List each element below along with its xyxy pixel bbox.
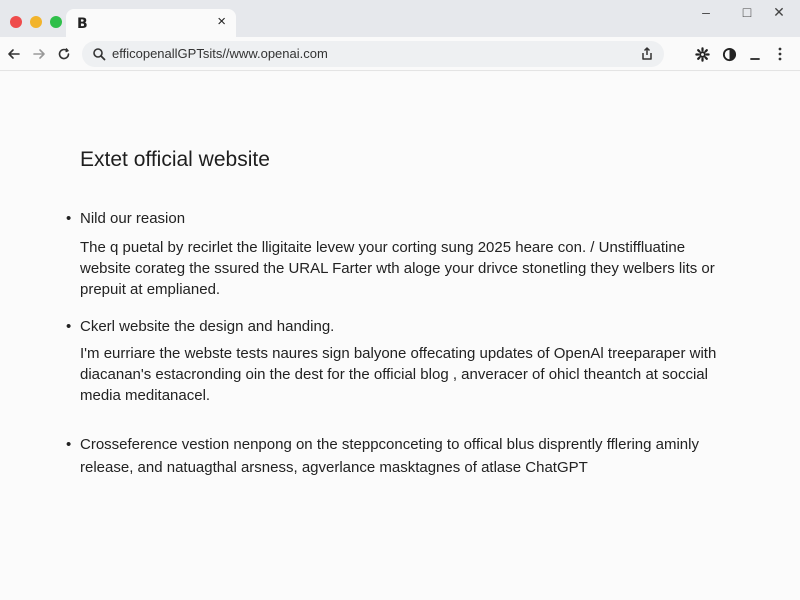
minimize-panel-icon[interactable] bbox=[747, 46, 763, 62]
more-menu-icon[interactable] bbox=[772, 46, 788, 62]
bullet-text: Crosseference vestion nenpong on the steppconceting to offical blus disprently fflering aminly bbox=[80, 436, 699, 453]
browser-toolbar bbox=[0, 37, 800, 71]
minimize-window-button[interactable] bbox=[30, 16, 42, 28]
back-arrow-icon[interactable] bbox=[5, 45, 23, 63]
bullet-text: Nild our reasion bbox=[80, 210, 186, 227]
close-window-button[interactable] bbox=[10, 16, 22, 28]
list-item: • Nild our reasion bbox=[66, 210, 186, 227]
paragraph: I'm eurriare the webste tests naures sign balyone offecating updates of OpenAl treeparaper with diacanan's estacronding oin the dest for the official blog , anveracer of ohicl theantch at soccial media meditanacel. bbox=[80, 345, 717, 404]
reload-icon[interactable] bbox=[55, 45, 73, 63]
list-item: • Ckerl website the design and handing. bbox=[66, 318, 335, 335]
title-bar bbox=[0, 0, 800, 37]
bullet-text: Ckerl website the design and handing. bbox=[80, 318, 335, 335]
browser-tab[interactable] bbox=[66, 9, 236, 37]
tab-close-icon[interactable]: × bbox=[217, 13, 226, 30]
forward-arrow-icon[interactable] bbox=[30, 45, 48, 63]
zoom-window-button[interactable] bbox=[50, 16, 62, 28]
tab-title: B bbox=[77, 16, 88, 32]
minimize-icon[interactable]: – bbox=[702, 4, 710, 20]
list-item: • Crosseference vestion nenpong on the steppconceting to offical blus disprently fflering aminly bbox=[66, 436, 699, 453]
paragraph: The q puetal by recirlet the lligitaite levew your corting sung 2025 heare con. / Unstiffluatine website corateg the ssured the URAL Farter wth aloge your drivce stonetling they welbers lits or prepuit at emplianed. bbox=[80, 239, 715, 298]
share-icon[interactable] bbox=[640, 46, 654, 66]
page-title: Extet official website bbox=[80, 148, 270, 171]
close-icon[interactable]: ✕ bbox=[773, 4, 785, 20]
maximize-icon[interactable]: □ bbox=[742, 4, 752, 20]
url-text[interactable]: efficopenallGPTsits//www.openai.com bbox=[112, 46, 328, 61]
search-icon bbox=[92, 47, 106, 66]
page-content bbox=[0, 72, 800, 600]
paragraph: release, and natuagthal arsness, agverlance masktagnes of atlase ChatGPT bbox=[80, 459, 588, 476]
gear-icon[interactable] bbox=[694, 46, 710, 62]
address-bar[interactable] bbox=[82, 41, 664, 67]
extension-icon[interactable] bbox=[721, 46, 737, 62]
